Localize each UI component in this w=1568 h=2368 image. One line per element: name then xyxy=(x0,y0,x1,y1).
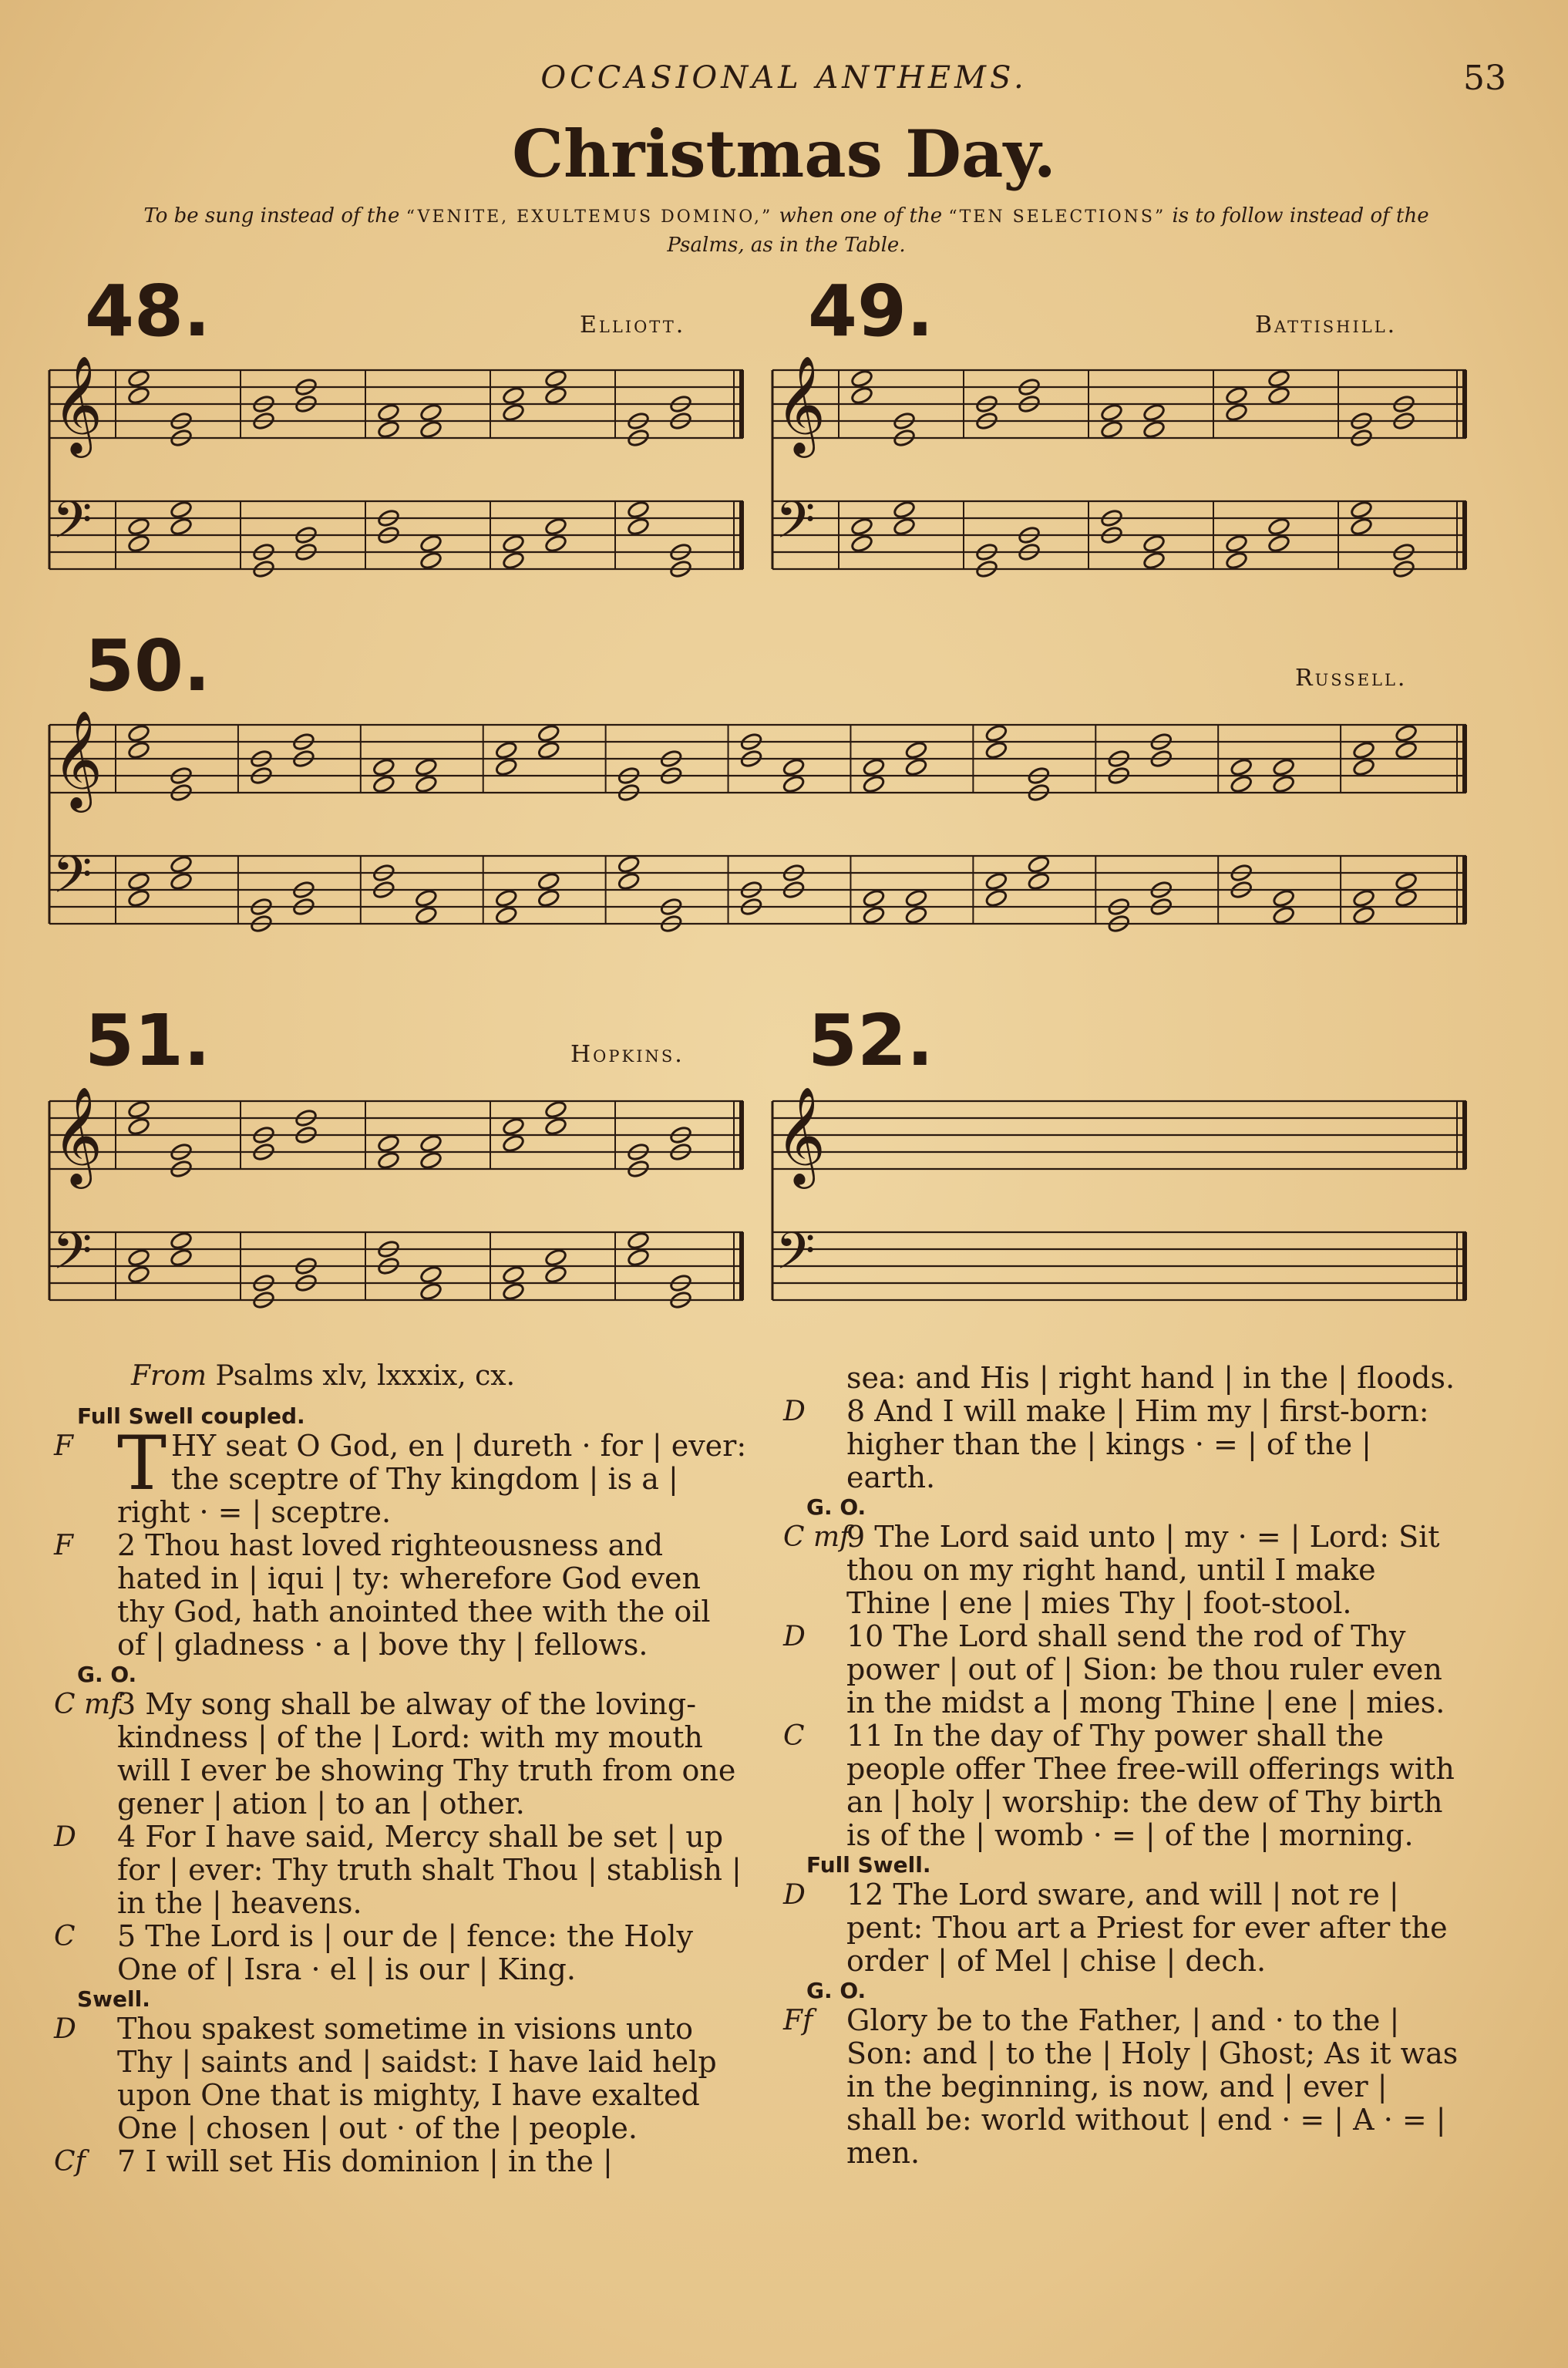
note-head xyxy=(544,1248,567,1267)
note-head xyxy=(862,757,885,776)
note-head xyxy=(419,1150,442,1170)
note-head xyxy=(377,403,400,422)
psalm-verse xyxy=(54,2145,748,2178)
music-staff-51 xyxy=(46,1086,748,1340)
verse-text: 8 And I will make | Him my | first-born: higher than the | kings · = | of the | earth. xyxy=(846,1394,1429,1494)
bass-staff xyxy=(49,1221,743,1310)
bass-clef-icon: 𝄢 xyxy=(776,1221,816,1293)
note-head xyxy=(782,774,805,793)
note-head xyxy=(170,500,193,519)
note-head xyxy=(782,757,805,776)
running-head: OCCASIONAL ANTHEMS. xyxy=(540,60,1028,96)
note-head xyxy=(495,757,518,776)
note-head xyxy=(1350,500,1373,519)
verse-text: sea: and His | right hand | in the | floods. xyxy=(846,1361,1455,1395)
psalm-verse xyxy=(783,1878,1462,1978)
note-head xyxy=(495,888,518,908)
psalm-verse xyxy=(783,1362,1462,1395)
note-head xyxy=(627,1248,650,1267)
music-staff-50 xyxy=(46,709,1471,964)
note-head xyxy=(127,517,150,536)
note-head xyxy=(850,534,873,553)
note-head xyxy=(1352,905,1375,925)
bass-staff xyxy=(772,490,1466,579)
tune-number-48: 48. xyxy=(85,270,210,352)
note-head xyxy=(170,517,193,536)
drop-cap: T xyxy=(117,1420,167,1507)
psalm-verse xyxy=(783,1620,1462,1720)
note-head xyxy=(502,1133,525,1153)
page-title: Christmas Day. xyxy=(512,116,1056,192)
bass-clef-icon: 𝄢 xyxy=(52,1221,93,1293)
note-head xyxy=(1225,386,1248,405)
treble-clef-icon: 𝄞 xyxy=(52,1086,103,1184)
note-head xyxy=(502,1117,525,1136)
instruction-text-2: when one of the xyxy=(779,204,943,227)
note-head xyxy=(127,1117,150,1136)
verse-text: Glory be to the Father, | and · to the | Son: and | to the | Holy | Ghost; As it was in the beginning, is now, and | ever | shall be: world without | end · = | A · = | men. xyxy=(846,2003,1459,2170)
instruction-text-1: To be sung instead of the xyxy=(143,204,400,227)
note-head xyxy=(502,1265,525,1284)
treble-staff xyxy=(49,709,1466,813)
note-head xyxy=(904,757,927,776)
note-head xyxy=(127,1248,150,1267)
note-head xyxy=(127,1100,150,1119)
note-head xyxy=(537,888,560,908)
note-head xyxy=(1225,551,1248,570)
psalm-source xyxy=(131,1360,515,1392)
note-head xyxy=(372,757,395,776)
psalm-column-left xyxy=(54,1403,748,2178)
psalm-verse xyxy=(783,1720,1462,1852)
note-head xyxy=(1352,888,1375,908)
note-head xyxy=(170,871,193,891)
note-head xyxy=(627,500,650,519)
note-head xyxy=(419,403,442,422)
composer-48: Elliott. xyxy=(580,312,686,339)
note-head xyxy=(1142,551,1166,570)
note-head xyxy=(502,551,525,570)
note-head xyxy=(893,500,916,519)
note-head xyxy=(419,1265,442,1284)
registration-label: Full Swell. xyxy=(806,1852,931,1878)
instruction-venite: “VENITE, EXULTEMUS DOMINO,” xyxy=(405,207,773,227)
note-head xyxy=(1225,403,1248,422)
note-head xyxy=(1142,534,1166,553)
verse-text: 2 Thou hast loved righteousness and hated in | iqui | ty: wherefore God even thy God, hath anointed thee with the oil of | gladness · a | bove thy | fellows. xyxy=(117,1528,711,1662)
note-head xyxy=(850,386,873,405)
registration-label: Full Swell coupled. xyxy=(77,1403,305,1429)
note-head xyxy=(1272,774,1295,793)
bass-staff xyxy=(772,1221,1466,1300)
note-head xyxy=(544,534,567,553)
note-head xyxy=(127,871,150,891)
note-head xyxy=(502,534,525,553)
note-head xyxy=(1395,723,1418,743)
note-head xyxy=(372,774,395,793)
note-head xyxy=(170,854,193,874)
note-head xyxy=(127,723,150,743)
note-head xyxy=(419,1133,442,1153)
psalm-verse xyxy=(54,1821,748,1920)
note-head xyxy=(377,1150,400,1170)
note-head xyxy=(544,1100,567,1119)
note-head xyxy=(1142,419,1166,439)
note-head xyxy=(419,534,442,553)
note-head xyxy=(544,386,567,405)
note-head xyxy=(415,888,438,908)
note-head xyxy=(904,740,927,760)
dynamic-mark: F xyxy=(54,1530,73,1561)
note-head xyxy=(127,740,150,760)
registration-label: G. O. xyxy=(806,1494,866,1520)
note-head xyxy=(1100,403,1123,422)
composer-51: Hopkins. xyxy=(570,1041,685,1068)
dynamic-mark: F xyxy=(54,1430,73,1462)
note-head xyxy=(627,1231,650,1250)
note-head xyxy=(127,534,150,553)
note-head xyxy=(1272,888,1295,908)
treble-clef-icon: 𝄞 xyxy=(776,355,826,453)
note-head xyxy=(627,517,650,536)
note-head xyxy=(1267,534,1290,553)
note-head xyxy=(1267,369,1290,388)
psalm-verse xyxy=(54,1920,748,1986)
note-head xyxy=(537,740,560,760)
treble-staff xyxy=(49,1086,743,1189)
bass-clef-icon: 𝄢 xyxy=(52,490,93,562)
note-head xyxy=(1142,403,1166,422)
psalm-verse xyxy=(783,1521,1462,1620)
psalm-source-from: From xyxy=(131,1360,207,1392)
psalm-verse xyxy=(783,1395,1462,1494)
bass-clef-icon: 𝄢 xyxy=(776,490,816,562)
dynamic-mark: D xyxy=(783,1879,806,1911)
note-head xyxy=(1395,871,1418,891)
tune-number-51: 51. xyxy=(85,999,210,1082)
note-head xyxy=(1350,517,1373,536)
note-head xyxy=(170,1248,193,1267)
note-head xyxy=(1267,386,1290,405)
note-head xyxy=(1027,854,1050,874)
registration-label: G. O. xyxy=(77,1662,137,1687)
treble-staff xyxy=(772,1086,1466,1189)
note-head xyxy=(1027,871,1050,891)
note-head xyxy=(617,871,640,891)
psalm-verse xyxy=(54,1688,748,1821)
treble-staff xyxy=(49,355,743,458)
note-head xyxy=(419,1282,442,1301)
verse-text: 9 The Lord said unto | my · = | Lord: Sit thou on my right hand, until I make Thine | ene | mies Thy | foot-stool. xyxy=(846,1520,1440,1620)
instruction-text-3: is to follow instead of the Psalms, as in the Table. xyxy=(667,204,1429,257)
note-head xyxy=(904,888,927,908)
note-head xyxy=(984,723,1008,743)
note-head xyxy=(127,386,150,405)
psalm-verse xyxy=(54,1420,748,1529)
treble-staff xyxy=(772,355,1466,458)
note-head xyxy=(1395,888,1418,908)
verse-text: 10 The Lord shall send the rod of Thy power | out of | Sion: be thou ruler even in the midst a | mong Thine | ene | mies. xyxy=(846,1619,1445,1720)
note-head xyxy=(415,757,438,776)
note-head xyxy=(127,1265,150,1284)
note-head xyxy=(544,369,567,388)
note-head xyxy=(544,1117,567,1136)
composer-50: Russell. xyxy=(1295,665,1408,692)
psalm-column-right xyxy=(783,1362,1462,2170)
music-staff-48 xyxy=(46,355,748,609)
note-head xyxy=(1352,740,1375,760)
verse-text: 12 The Lord sware, and will | not re | pent: Thou art a Priest for ever after the order | of Mel | chise | dech. xyxy=(846,1878,1448,1978)
tune-number-50: 50. xyxy=(85,625,210,707)
note-head xyxy=(1100,419,1123,439)
note-head xyxy=(1230,774,1253,793)
note-head xyxy=(893,517,916,536)
note-head xyxy=(1225,534,1248,553)
dynamic-mark: C mf xyxy=(783,1521,850,1553)
bass-staff xyxy=(49,845,1466,934)
note-head xyxy=(862,905,885,925)
note-head xyxy=(984,740,1008,760)
tune-number-49: 49. xyxy=(808,270,934,352)
verse-text: 4 For I have said, Mercy shall be set | up for | ever: Thy truth shalt Thou | stablish | in the | heavens. xyxy=(117,1820,742,1920)
dynamic-mark: D xyxy=(783,1621,806,1652)
registration-label: G. O. xyxy=(806,1978,866,2003)
dynamic-mark: C xyxy=(783,1720,805,1752)
note-head xyxy=(415,774,438,793)
registration-label: Swell. xyxy=(77,1986,150,2012)
instruction-ten-selections: “TEN SELECTIONS” xyxy=(948,207,1166,227)
note-head xyxy=(862,774,885,793)
note-head xyxy=(127,369,150,388)
note-head xyxy=(1272,905,1295,925)
note-head xyxy=(502,403,525,422)
note-head xyxy=(537,871,560,891)
note-head xyxy=(537,723,560,743)
verse-text: Thou spakest sometime in visions unto Thy | saints and | saidst: I have laid help upon One that is mighty, I have exalted One | chosen | out · of the | people. xyxy=(117,2012,717,2145)
note-head xyxy=(415,905,438,925)
note-head xyxy=(984,871,1008,891)
note-head xyxy=(617,854,640,874)
note-head xyxy=(850,517,873,536)
treble-clef-icon: 𝄞 xyxy=(52,355,103,453)
psalm-verse xyxy=(54,1529,748,1662)
verse-text: 3 My song shall be alway of the loving-kindness | of the | Lord: with my mouth will I ever be showing Thy truth from one gener | ation | to an | other. xyxy=(117,1687,736,1821)
note-head xyxy=(502,386,525,405)
note-head xyxy=(904,905,927,925)
psalm-verse xyxy=(783,2004,1462,2170)
treble-clef-icon: 𝄞 xyxy=(776,1086,826,1184)
dynamic-mark: Ff xyxy=(783,2005,813,2036)
note-head xyxy=(495,740,518,760)
treble-clef-icon: 𝄞 xyxy=(52,709,103,808)
dynamic-mark: D xyxy=(783,1396,806,1427)
note-head xyxy=(1272,757,1295,776)
dynamic-mark: Cf xyxy=(54,2146,86,2178)
bass-staff xyxy=(49,490,743,579)
note-head xyxy=(1395,740,1418,760)
note-head xyxy=(419,419,442,439)
verse-text: 7 I will set His dominion | in the | xyxy=(117,2144,613,2178)
note-head xyxy=(377,419,400,439)
note-head xyxy=(544,517,567,536)
note-head xyxy=(419,551,442,570)
tune-number-52: 52. xyxy=(808,999,934,1082)
verse-text: 5 The Lord is | our de | fence: the Holy One of | Isra · el | is our | King. xyxy=(117,1919,693,1986)
note-head xyxy=(1230,757,1253,776)
dynamic-mark: D xyxy=(54,2013,76,2045)
music-staff-49 xyxy=(769,355,1471,609)
page-number: 53 xyxy=(1463,59,1506,98)
note-head xyxy=(1267,517,1290,536)
note-head xyxy=(544,1265,567,1284)
usage-instruction xyxy=(116,202,1457,259)
note-head xyxy=(170,1231,193,1250)
bass-clef-icon: 𝄢 xyxy=(52,845,93,917)
verse-text: 11 In the day of Thy power shall the people offer Thee free-will offerings with an | holy | worship: the dew of Thy birth is of the | womb · = | of the | morning. xyxy=(846,1719,1455,1852)
music-staff-52 xyxy=(769,1086,1471,1340)
note-head xyxy=(984,888,1008,908)
note-head xyxy=(127,888,150,908)
note-head xyxy=(850,369,873,388)
psalm-source-psalms: Psalms xlv, lxxxix, cx. xyxy=(215,1360,516,1392)
dynamic-mark: C xyxy=(54,1921,76,1952)
note-head xyxy=(862,888,885,908)
composer-49: Battishill. xyxy=(1255,312,1398,339)
note-head xyxy=(377,1133,400,1153)
dynamic-mark: D xyxy=(54,1821,76,1853)
note-head xyxy=(1352,757,1375,776)
psalm-verse xyxy=(54,2013,748,2145)
verse-text: HY seat O God, en | dureth · for | ever: the sceptre of Thy kingdom | is a | right · = | sceptre. xyxy=(117,1429,747,1529)
dynamic-mark: C mf xyxy=(54,1689,121,1720)
note-head xyxy=(495,905,518,925)
note-head xyxy=(502,1282,525,1301)
